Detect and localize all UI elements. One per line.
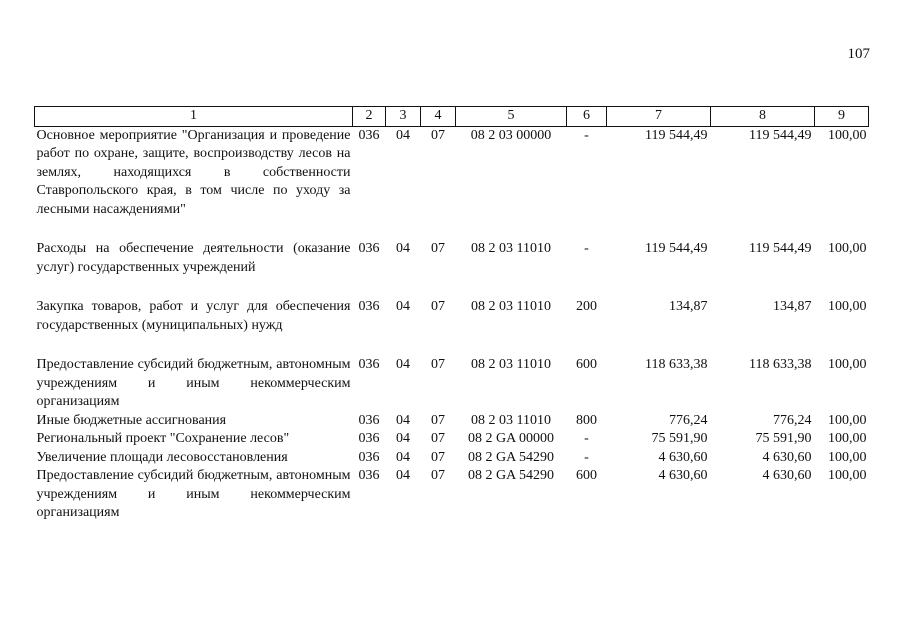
row-code-subsection: 07 <box>431 357 445 372</box>
table-row <box>35 449 869 468</box>
row-code-article: 08 2 GA 54290 <box>468 449 554 465</box>
row-name: Региональный проект "Сохранение лесов" <box>36 431 290 446</box>
row-code-subsection: 07 <box>431 299 445 314</box>
row-percent: 100,00 <box>828 449 867 465</box>
row-name: Основное мероприятие "Организация и проведение работ по охране, защите, воспроизводству лесов на землях, находящихся в собственности Ставропольского края, в том числе по уходу за лесными насаждениями" <box>36 127 351 217</box>
row-amount-actual: 75 591,90 <box>755 431 812 446</box>
row-amount-actual: 776,24 <box>773 412 812 428</box>
row-code-article: 08 2 GA 54290 <box>468 468 554 483</box>
row-code-ministry: 036 <box>358 357 380 372</box>
row-name: Закупка товаров, работ и услуг для обеспечения государственных (муниципальных) нужд <box>36 299 351 333</box>
row-code-section: 04 <box>396 357 410 372</box>
row-code-type: - <box>584 431 589 446</box>
row-percent: 100,00 <box>828 127 867 143</box>
row-code-type: - <box>584 241 589 256</box>
header-row <box>35 107 869 127</box>
budget-table <box>34 106 869 523</box>
row-code-ministry: 036 <box>358 127 380 143</box>
row-amount-plan: 4 630,60 <box>658 449 708 465</box>
row-amount-plan: 119 544,49 <box>645 241 708 256</box>
row-amount-plan: 118 633,38 <box>645 357 708 372</box>
table-row <box>35 430 869 449</box>
row-name: Иные бюджетные ассигнования <box>36 412 227 428</box>
row-code-section: 04 <box>396 431 410 446</box>
row-code-type: - <box>584 127 589 143</box>
row-code-subsection: 07 <box>431 241 445 256</box>
table-row <box>35 298 869 356</box>
row-amount-actual: 119 544,49 <box>749 127 812 143</box>
header-col-7: 7 <box>607 107 711 127</box>
row-code-section: 04 <box>396 299 410 314</box>
row-amount-actual: 134,87 <box>773 299 812 314</box>
row-code-article: 08 2 03 11010 <box>471 412 551 428</box>
row-amount-plan: 776,24 <box>669 412 708 428</box>
row-amount-plan: 134,87 <box>669 299 708 314</box>
row-code-article: 08 2 GA 00000 <box>468 431 554 446</box>
header-col-5: 5 <box>456 107 567 127</box>
row-code-section: 04 <box>396 241 410 256</box>
table-row <box>35 412 869 431</box>
header-col-8: 8 <box>711 107 815 127</box>
row-name: Увеличение площади лесовосстановления <box>36 449 288 465</box>
header-col-3: 3 <box>386 107 421 127</box>
page-number: 107 <box>847 46 870 62</box>
row-code-article: 08 2 03 11010 <box>471 299 551 314</box>
header-col-1: 1 <box>35 107 353 127</box>
header-col-2: 2 <box>353 107 386 127</box>
row-code-subsection: 07 <box>431 449 445 465</box>
row-code-section: 04 <box>396 468 410 483</box>
row-code-ministry: 036 <box>358 412 380 428</box>
table-row <box>35 467 869 523</box>
table-row <box>35 240 869 298</box>
row-code-ministry: 036 <box>358 449 380 465</box>
row-code-section: 04 <box>396 449 410 465</box>
row-code-type: 200 <box>576 299 597 314</box>
row-amount-plan: 75 591,90 <box>651 431 708 446</box>
row-name: Предоставление субсидий бюджетным, автономным учреждениям и иным некоммерческим организациям <box>36 468 351 520</box>
row-code-ministry: 036 <box>358 431 380 446</box>
header-col-9: 9 <box>815 107 869 127</box>
row-percent: 100,00 <box>828 299 867 314</box>
table-row <box>35 126 869 240</box>
row-amount-actual: 119 544,49 <box>749 241 812 256</box>
row-code-subsection: 07 <box>431 412 445 428</box>
row-code-ministry: 036 <box>358 468 380 483</box>
row-code-article: 08 2 03 11010 <box>471 241 551 256</box>
row-code-ministry: 036 <box>358 299 380 314</box>
row-code-subsection: 07 <box>431 127 445 143</box>
row-code-article: 08 2 03 11010 <box>471 357 551 372</box>
row-name: Предоставление субсидий бюджетным, автономным учреждениям и иным некоммерческим организациям <box>36 357 351 409</box>
row-code-section: 04 <box>396 127 410 143</box>
row-percent: 100,00 <box>828 412 867 428</box>
row-percent: 100,00 <box>828 431 867 446</box>
row-code-subsection: 07 <box>431 431 445 446</box>
header-col-4: 4 <box>421 107 456 127</box>
row-amount-plan: 4 630,60 <box>658 468 708 483</box>
row-code-subsection: 07 <box>431 468 445 483</box>
row-percent: 100,00 <box>828 241 867 256</box>
row-amount-actual: 4 630,60 <box>762 449 812 465</box>
row-percent: 100,00 <box>828 468 867 483</box>
row-amount-actual: 4 630,60 <box>762 468 812 483</box>
row-code-type: 600 <box>576 357 597 372</box>
row-code-type: 600 <box>576 468 597 483</box>
row-code-ministry: 036 <box>358 241 380 256</box>
header-col-6: 6 <box>567 107 607 127</box>
row-code-type: 800 <box>576 412 597 428</box>
row-amount-plan: 119 544,49 <box>645 127 708 143</box>
row-code-article: 08 2 03 00000 <box>470 127 552 143</box>
row-code-section: 04 <box>396 412 410 428</box>
table-row <box>35 356 869 412</box>
row-code-type: - <box>584 449 589 465</box>
row-amount-actual: 118 633,38 <box>749 357 812 372</box>
row-percent: 100,00 <box>828 357 867 372</box>
row-name: Расходы на обеспечение деятельности (оказание услуг) государственных учреждений <box>36 241 351 275</box>
